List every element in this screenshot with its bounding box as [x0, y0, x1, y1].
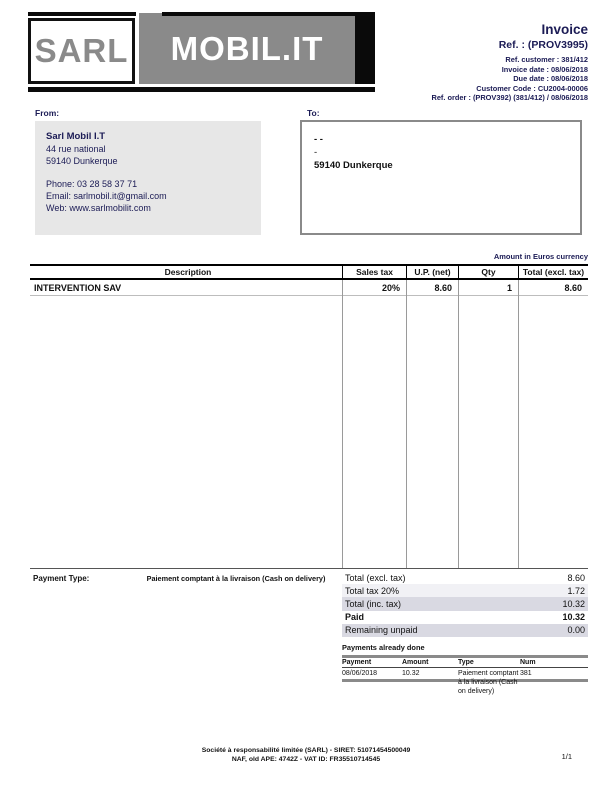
header-unit-price: U.P. (net): [406, 266, 458, 278]
totals-value: 1.72: [567, 585, 585, 596]
invoice-meta-ref-order: Ref. order : (PROV392) (381/412) / 08/06/2018: [431, 93, 588, 103]
customer-name: - -: [314, 134, 323, 145]
payments-header: [342, 658, 588, 668]
header-sales-tax: Sales tax: [342, 266, 406, 278]
invoice-meta-ref-customer: Ref. customer : 381/412: [505, 55, 588, 64]
header-description: Description: [164, 267, 212, 277]
payments-header-num: Num: [520, 659, 536, 666]
logo-top-bar-right: [162, 12, 375, 16]
column-divider: [342, 280, 343, 568]
totals-value: 10.32: [562, 612, 585, 623]
item-sales-tax: 20%: [381, 282, 400, 293]
totals-row-inc-tax: [342, 597, 588, 610]
totals-row-excl-tax: [342, 571, 588, 584]
payments-header-amount: Amount: [402, 659, 429, 666]
item-qty: 1: [506, 282, 512, 293]
payment-date: 08/06/2018: [342, 670, 378, 677]
item-unit-price: 8.60: [434, 282, 452, 293]
payments-header-type: Type: [458, 659, 474, 666]
header-qty: Qty: [458, 266, 518, 278]
customer-address-line1: -: [314, 147, 318, 158]
invoice-ref: Ref. : (PROV3995): [498, 39, 588, 51]
totals-value: 10.32: [562, 598, 585, 609]
company-logo: [28, 12, 375, 92]
footer-legal-line1: Société à responsabilité limitée (SARL) - SIRET: 51071454500049: [201, 747, 411, 754]
from-box: [35, 121, 261, 235]
totals-row-remaining: [342, 624, 588, 637]
totals-value: 8.60: [567, 572, 585, 583]
payment-row: [342, 668, 588, 695]
seller-email: Email: sarlmobil.it@gmail.com: [46, 191, 167, 201]
to-box: [300, 120, 582, 235]
footer-legal-line2: NAF, old APE: 4742Z - VAT ID: FR35510714545: [231, 756, 381, 764]
totals-row-tax: [342, 584, 588, 597]
to-label: To:: [307, 108, 320, 118]
payments-header-payment: Payment: [342, 659, 372, 666]
totals-label: Total (excl. tax): [345, 572, 406, 583]
seller-web: Web: www.sarlmobilit.com: [46, 203, 151, 213]
page-number: 1/1: [561, 752, 572, 761]
payment-num: 381: [520, 670, 532, 677]
seller-address-line1: 44 rue national: [46, 144, 106, 154]
payment-method: Paiement comptant à la livraison (Cash on delivery): [458, 670, 519, 695]
payments-title: Payments already done: [342, 643, 425, 652]
column-divider: [406, 280, 407, 568]
totals-value: 0.00: [567, 625, 585, 636]
column-divider: [518, 280, 519, 568]
invoice-title: Invoice: [541, 22, 588, 37]
payment-type-value: Paiement comptant à la livraison (Cash on delivery): [146, 574, 326, 583]
invoice-meta-due-date: Due date : 08/06/2018: [513, 74, 588, 84]
seller-name: Sarl Mobil I.T: [46, 131, 106, 142]
totals-label: Paid: [345, 612, 365, 623]
totals-label: Total (inc. tax): [345, 598, 402, 609]
logo-sarl-box: SARL: [28, 18, 135, 84]
totals-row-paid: [342, 611, 588, 624]
items-table: [30, 264, 588, 569]
item-description: INTERVENTION SAV: [34, 282, 122, 293]
payment-amount: 10.32: [402, 670, 420, 677]
items-table-header: [30, 264, 588, 280]
header-total: Total (excl. tax): [518, 266, 588, 278]
logo-top-bar-left: [28, 12, 136, 16]
seller-address-line2: 59140 Dunkerque: [46, 156, 118, 166]
item-total: 8.60: [564, 282, 582, 293]
logo-bottom-bar: [28, 87, 375, 92]
invoice-header: [431, 22, 588, 103]
totals-block: [342, 571, 588, 637]
logo-top-bar: [28, 12, 375, 16]
logo-mobilit-box: MOBIL.IT: [139, 13, 375, 84]
currency-note: Amount in Euros currency: [493, 252, 588, 261]
invoice-meta-invoice-date: Invoice date : 08/06/2018: [501, 64, 588, 74]
footer: [0, 746, 612, 764]
seller-phone: Phone: 03 28 58 37 71: [46, 179, 138, 189]
totals-label: Total tax 20%: [345, 585, 400, 596]
column-divider: [458, 280, 459, 568]
totals-label: Remaining unpaid: [345, 625, 418, 636]
payments-block: [342, 643, 588, 695]
from-label: From:: [35, 108, 60, 118]
payment-type-label: Payment Type:: [33, 574, 90, 583]
item-row: [30, 280, 588, 296]
items-table-body: [30, 280, 588, 569]
customer-address-line2: 59140 Dunkerque: [314, 160, 393, 171]
invoice-meta-customer-code: Customer Code : CU2004-00006: [476, 83, 588, 93]
